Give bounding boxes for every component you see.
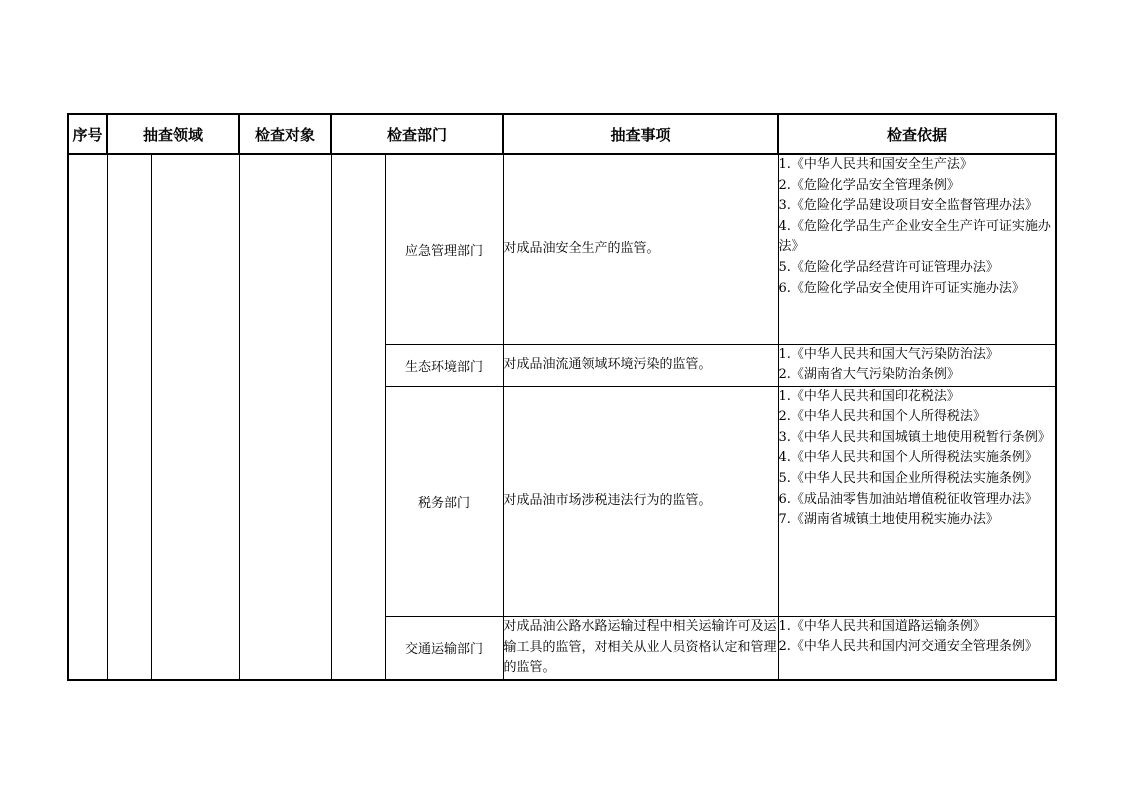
item-cell: 对成品油公路水路运输过程中相关运输许可及运输工具的监管，对相关从业人员资格认定和管理的监管。 bbox=[503, 616, 778, 680]
basis-line: 3.《危险化学品建设项目安全监督管理办法》 bbox=[778, 198, 1038, 214]
header-seq: 序号 bbox=[68, 114, 107, 154]
object-cell bbox=[239, 154, 331, 680]
basis-line: 4.《危险化学品生产企业安全生产许可证实施办法》 bbox=[778, 218, 1051, 255]
dept-cell: 应急管理部门 bbox=[385, 154, 503, 344]
basis-line: 2.《危险化学品安全管理条例》 bbox=[778, 177, 960, 193]
basis-cell bbox=[778, 344, 1056, 386]
header-row bbox=[68, 114, 1056, 154]
domain-cell-a bbox=[107, 154, 151, 680]
header-domain: 抽查领域 bbox=[107, 114, 239, 154]
basis-line: 7.《湖南省城镇土地使用税实施办法》 bbox=[778, 512, 999, 528]
basis-line: 5.《危险化学品经营许可证管理办法》 bbox=[778, 259, 999, 275]
basis-cell bbox=[778, 386, 1056, 616]
header-item: 抽查事项 bbox=[503, 114, 778, 154]
inspection-table bbox=[67, 113, 1057, 681]
header-dept: 检查部门 bbox=[331, 114, 503, 154]
basis-line: 2.《中华人民共和国个人所得税法》 bbox=[778, 409, 986, 425]
basis-line: 1.《中华人民共和国安全生产法》 bbox=[778, 157, 973, 172]
basis-line: 5.《中华人民共和国企业所得税法实施条例》 bbox=[778, 471, 1038, 487]
item-cell: 对成品油流通领域环境污染的监管。 bbox=[503, 344, 778, 386]
basis-line: 2.《中华人民共和国内河交通安全管理条例》 bbox=[778, 639, 1038, 655]
dept-cell: 交通运输部门 bbox=[385, 616, 503, 680]
domain-cell-b bbox=[151, 154, 239, 680]
basis-line: 6.《危险化学品安全使用许可证实施办法》 bbox=[778, 280, 1025, 296]
basis-line: 1.《中华人民共和国大气污染防治法》 bbox=[778, 346, 999, 362]
item-cell: 对成品油安全生产的监管。 bbox=[503, 154, 778, 344]
basis-line: 6.《成品油零售加油站增值税征收管理办法》 bbox=[778, 491, 1038, 507]
basis-line: 3.《中华人民共和国城镇土地使用税暂行条例》 bbox=[778, 429, 1051, 445]
header-basis: 检查依据 bbox=[778, 114, 1056, 154]
dept-cell: 税务部门 bbox=[385, 386, 503, 616]
basis-line: 2.《湖南省大气污染防治条例》 bbox=[778, 367, 960, 383]
basis-cell bbox=[778, 616, 1056, 680]
basis-line: 4.《中华人民共和国个人所得税法实施条例》 bbox=[778, 450, 1038, 466]
dept-cell: 生态环境部门 bbox=[385, 344, 503, 386]
header-object: 检查对象 bbox=[239, 114, 331, 154]
seq-cell bbox=[68, 154, 107, 680]
table-row bbox=[68, 154, 1056, 344]
item-cell: 对成品油市场涉税违法行为的监管。 bbox=[503, 386, 778, 616]
basis-line: 1.《中华人民共和国印花税法》 bbox=[778, 388, 960, 404]
basis-cell bbox=[778, 154, 1056, 344]
dept-spacer-cell bbox=[331, 154, 385, 680]
basis-line: 1.《中华人民共和国道路运输条例》 bbox=[778, 618, 986, 634]
